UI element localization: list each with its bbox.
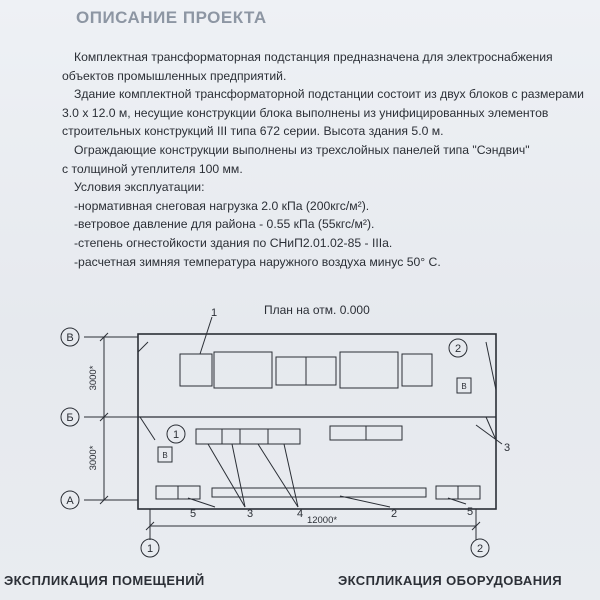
callout-label: 3 [503, 442, 511, 454]
room-letter: В [461, 382, 467, 391]
condition-item: -нормативная снеговая нагрузка 2.0 кПа (200кгс/м²). [74, 198, 370, 213]
condition-item: -степень огнестойкости здания по СНиП2.01.02-85 - IIIа. [74, 235, 393, 250]
description-text [62, 48, 590, 271]
equipment-unit [306, 357, 336, 385]
room-marker-label: 2 [454, 343, 462, 355]
callout-label: 5 [189, 508, 197, 520]
leader-line [258, 444, 298, 507]
paragraph-3-line-1: Ограждающие конструкции выполнены из трехслойных панелей типа "Сэндвич" [74, 142, 530, 157]
callout-label: 4 [296, 508, 304, 520]
axis-label: А [66, 495, 74, 507]
leader-line [200, 317, 212, 354]
paragraph-1-line-2: объектов промышленных предприятий. [62, 68, 287, 83]
axis-label: 2 [476, 543, 484, 555]
plan-title: План на отм. 0.000 [264, 303, 370, 317]
equipment-cabinet [212, 488, 426, 497]
dimension-label: 12000* [306, 515, 338, 526]
room-marker-label: 1 [172, 429, 180, 441]
condition-item: -расчетная зимняя температура наружного воздуха минус 50° С. [74, 254, 441, 269]
paragraph-3-line-2: с толщиной утеплителя 100 мм. [62, 161, 243, 176]
axis-label: Б [66, 412, 74, 424]
wall-slant [486, 342, 496, 390]
equipment-unit [214, 352, 272, 388]
callout-label: 5 [466, 506, 474, 518]
paragraph-2-line-2: 3.0 х 12.0 м, несущие конструкции блока выполнены из унифицированных элементов [62, 105, 549, 120]
equipment-unit [180, 354, 212, 386]
building-outline [138, 334, 496, 509]
wall-slant [140, 417, 155, 440]
page-title: ОПИСАНИЕ ПРОЕКТА [76, 8, 267, 27]
leader-line [208, 444, 245, 507]
callout-label: 2 [390, 508, 398, 520]
paragraph-2-line-3: строительных конструкций III типа 672 серии. Высота здания 5.0 м. [62, 124, 444, 139]
dimension-label: 3000* [88, 445, 99, 471]
wall-slant [138, 342, 148, 352]
room-letter: В [162, 451, 168, 460]
equipment-unit [402, 354, 432, 386]
leader-line [284, 444, 298, 507]
leader-line [476, 425, 502, 444]
rooms-legend-title: ЭКСПЛИКАЦИЯ ПОМЕЩЕНИЙ [4, 573, 205, 588]
axis-label: 1 [146, 543, 154, 555]
equipment-row [196, 429, 300, 444]
paragraph-2-line-1: Здание комплектной трансформаторной подстанции состоит из двух блоков с размерами [74, 87, 584, 102]
callout-label: 3 [246, 508, 254, 520]
callout-label: 1 [210, 307, 218, 319]
paragraph-1-line-1: Комплектная трансформаторная подстанция предназначена для электроснабжения [74, 50, 553, 64]
dimension-label: 3000* [88, 365, 99, 391]
condition-item: -ветровое давление для района - 0.55 кПа (55кгс/м²). [74, 217, 375, 232]
equipment-unit [276, 357, 306, 385]
axis-label: В [66, 332, 74, 344]
leader-line [188, 498, 215, 507]
equipment-legend-title: ЭКСПЛИКАЦИЯ ОБОРУДОВАНИЯ [338, 573, 562, 588]
equipment-unit [340, 352, 398, 388]
leader-line [340, 496, 390, 507]
leader-line [232, 444, 245, 507]
conditions-title: Условия эксплуатации: [74, 180, 205, 195]
